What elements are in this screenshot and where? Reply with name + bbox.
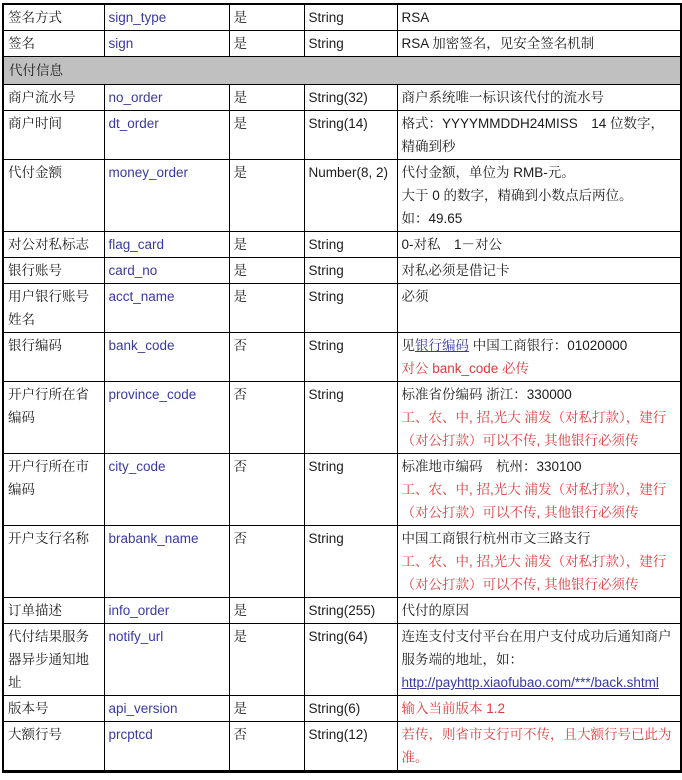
field-name-cell	[3, 598, 104, 624]
table-row	[3, 111, 681, 160]
table-row	[3, 526, 681, 598]
api-params-table	[2, 3, 682, 773]
param-cell	[104, 382, 229, 454]
type-cell	[304, 4, 397, 31]
desc-cell	[397, 232, 681, 258]
param-name: flag_card	[108, 237, 165, 252]
field-name-cell	[3, 333, 104, 382]
inline-link[interactable]: http://payhttp.xiaofubao.com/***/back.shtml	[401, 675, 659, 690]
desc-cell	[397, 85, 681, 111]
type-value: String	[308, 263, 344, 278]
field-name-label: 签名	[8, 36, 35, 51]
field-name-cell	[3, 111, 104, 160]
required-value: 是	[233, 629, 247, 644]
desc-paragraph	[402, 671, 677, 694]
param-cell	[104, 624, 229, 696]
required-value: 是	[233, 603, 247, 618]
required-cell	[229, 624, 304, 696]
desc-text: 格式：YYYYMMDDH24MISS 14 位数字，精确到秒	[401, 116, 665, 154]
field-name-cell	[3, 526, 104, 598]
desc-paragraph	[402, 285, 677, 308]
param-name: api_version	[108, 701, 178, 716]
param-name: money_order	[108, 165, 189, 180]
warning-text: 对公 bank_code 必传	[401, 361, 530, 376]
section-header	[3, 57, 681, 85]
type-value: String(12)	[308, 727, 368, 742]
required-value: 是	[233, 263, 247, 278]
field-name-label: 签名方式	[8, 10, 62, 25]
desc-text: 代付金额，单位为 RMB-元。	[401, 165, 575, 180]
required-cell	[229, 722, 304, 772]
api-params-table-body	[3, 4, 681, 772]
required-value: 是	[233, 165, 247, 180]
inline-link[interactable]: 银行编码	[415, 338, 469, 353]
type-cell	[304, 382, 397, 454]
type-cell	[304, 333, 397, 382]
table-row	[3, 160, 681, 232]
desc-text: 中国工商银行杭州市文三路支行	[401, 531, 591, 546]
field-name-cell	[3, 382, 104, 454]
type-cell	[304, 526, 397, 598]
desc-paragraph	[402, 6, 677, 29]
field-name-cell	[3, 696, 104, 722]
param-name: card_no	[108, 263, 158, 278]
table-row	[3, 4, 681, 31]
type-value: Number(8, 2)	[308, 165, 389, 180]
required-cell	[229, 284, 304, 333]
desc-text: 见	[401, 338, 415, 353]
table-row	[3, 696, 681, 722]
field-name-cell	[3, 284, 104, 333]
type-value: String(255)	[308, 603, 376, 618]
desc-text: 标准省份编码 浙江：330000	[401, 387, 572, 402]
required-cell	[229, 160, 304, 232]
param-name: sign_type	[108, 10, 167, 25]
table-row	[3, 598, 681, 624]
type-cell	[304, 31, 397, 57]
required-cell	[229, 85, 304, 111]
desc-text: 连连支付支付平台在用户支付成功后通知商户服务端的地址，如：	[401, 629, 672, 667]
type-value: String	[308, 237, 344, 252]
type-value: String(32)	[308, 90, 368, 105]
required-value: 否	[233, 338, 247, 353]
type-cell	[304, 111, 397, 160]
desc-paragraph	[402, 334, 677, 357]
param-name: province_code	[108, 387, 197, 402]
required-value: 是	[233, 90, 247, 105]
desc-cell	[397, 526, 681, 598]
param-name: dt_order	[108, 116, 159, 131]
field-name-label: 开户支行名称	[8, 531, 89, 546]
required-cell	[229, 696, 304, 722]
type-value: String(64)	[308, 629, 368, 644]
param-name: bank_code	[108, 338, 175, 353]
desc-text: 如：49.65	[401, 211, 463, 226]
field-name-label: 代付结果服务器异步通知地址	[8, 629, 89, 690]
warning-text: 输入当前版本 1.2	[401, 701, 506, 716]
warning-text: 若传，则省市支行可不传，且大额行号已此为准。	[401, 727, 672, 765]
param-name: no_order	[108, 90, 163, 105]
type-value: String	[308, 387, 344, 402]
param-cell	[104, 232, 229, 258]
type-cell	[304, 85, 397, 111]
desc-cell	[397, 624, 681, 696]
field-name-cell	[3, 624, 104, 696]
field-name-label: 大额行号	[8, 727, 62, 742]
desc-paragraph	[402, 406, 677, 452]
warning-text: 工、农、中, 招,光大 浦发（对私打款），建行（对公打款）可以不传, 其他银行必须传	[401, 482, 667, 520]
field-name-label: 银行编码	[8, 338, 62, 353]
field-name-label: 开户行所在省编码	[8, 387, 89, 425]
section-row	[3, 57, 681, 85]
param-cell	[104, 258, 229, 284]
table-row	[3, 284, 681, 333]
desc-paragraph	[402, 723, 677, 769]
desc-cell	[397, 598, 681, 624]
required-value: 是	[233, 10, 247, 25]
type-value: String	[308, 36, 344, 51]
desc-paragraph	[402, 161, 677, 184]
desc-cell	[397, 382, 681, 454]
required-cell	[229, 111, 304, 160]
desc-cell	[397, 111, 681, 160]
desc-text: 标准地市编码 杭州：330100	[401, 459, 582, 474]
param-cell	[104, 111, 229, 160]
desc-paragraph	[402, 184, 677, 207]
required-value: 是	[233, 237, 247, 252]
table-row	[3, 624, 681, 696]
desc-cell	[397, 454, 681, 526]
required-cell	[229, 526, 304, 598]
warning-text: 工、农、中, 招,光大 浦发（对私打款），建行（对公打款）可以不传, 其他银行必须传	[401, 554, 667, 592]
required-cell	[229, 333, 304, 382]
table-row	[3, 333, 681, 382]
field-name-cell	[3, 31, 104, 57]
desc-text: 商户系统唯一标识该代付的流水号	[401, 90, 604, 105]
desc-cell	[397, 31, 681, 57]
desc-cell	[397, 696, 681, 722]
param-name: city_code	[108, 459, 166, 474]
desc-paragraph	[402, 86, 677, 109]
type-cell	[304, 624, 397, 696]
field-name-label: 银行账号	[8, 263, 62, 278]
field-name-cell	[3, 160, 104, 232]
field-name-cell	[3, 722, 104, 772]
desc-cell	[397, 4, 681, 31]
document-page	[0, 3, 682, 780]
field-name-cell	[3, 85, 104, 111]
param-cell	[104, 160, 229, 232]
desc-text: 大于 0 的数字，精确到小数点后两位。	[401, 188, 633, 203]
desc-text: 代付的原因	[401, 603, 469, 618]
required-value: 是	[233, 116, 247, 131]
required-cell	[229, 258, 304, 284]
type-value: String	[308, 459, 344, 474]
type-cell	[304, 454, 397, 526]
field-name-cell	[3, 4, 104, 31]
desc-text: 中国工商银行：01020000	[469, 338, 628, 353]
required-value: 是	[233, 701, 247, 716]
top-partial-rule	[188, 3, 682, 5]
param-cell	[104, 598, 229, 624]
type-value: String	[308, 289, 344, 304]
field-name-cell	[3, 454, 104, 526]
type-cell	[304, 160, 397, 232]
desc-text: 0-对私 1－对公	[401, 237, 503, 252]
param-cell	[104, 31, 229, 57]
desc-paragraph	[402, 357, 677, 380]
warning-text: 工、农、中, 招,光大 浦发（对私打款），建行（对公打款）可以不传, 其他银行必须传	[401, 410, 667, 448]
desc-cell	[397, 258, 681, 284]
param-cell	[104, 284, 229, 333]
desc-paragraph	[402, 478, 677, 524]
field-name-label: 开户行所在市编码	[8, 459, 89, 497]
field-name-label: 代付金额	[8, 165, 62, 180]
desc-paragraph	[402, 207, 677, 230]
desc-cell	[397, 284, 681, 333]
type-value: String(14)	[308, 116, 368, 131]
desc-paragraph	[402, 259, 677, 282]
table-row	[3, 232, 681, 258]
required-cell	[229, 598, 304, 624]
param-name: prcptcd	[108, 727, 153, 742]
type-cell	[304, 284, 397, 333]
param-cell	[104, 454, 229, 526]
desc-text: 对私必须是借记卡	[401, 263, 510, 278]
table-row	[3, 85, 681, 111]
type-cell	[304, 722, 397, 772]
required-value: 是	[233, 289, 247, 304]
desc-paragraph	[402, 697, 677, 720]
type-cell	[304, 258, 397, 284]
param-name: notify_url	[108, 629, 164, 644]
required-value: 否	[233, 459, 247, 474]
desc-paragraph	[402, 455, 677, 478]
param-cell	[104, 722, 229, 772]
desc-text: RSA	[401, 10, 430, 25]
field-name-label: 商户流水号	[8, 90, 76, 105]
desc-paragraph	[402, 112, 677, 158]
field-name-label: 用户银行账号姓名	[8, 289, 89, 327]
required-cell	[229, 454, 304, 526]
desc-text: 必须	[401, 289, 429, 304]
param-name: acct_name	[108, 289, 175, 304]
param-cell	[104, 85, 229, 111]
table-row	[3, 258, 681, 284]
desc-paragraph	[402, 383, 677, 406]
field-name-label: 订单描述	[8, 603, 62, 618]
field-name-label: 商户时间	[8, 116, 62, 131]
desc-paragraph	[402, 625, 677, 671]
table-row	[3, 382, 681, 454]
desc-text: RSA 加密签名，见安全签名机制	[401, 36, 595, 51]
type-value: String(6)	[308, 701, 361, 716]
param-cell	[104, 333, 229, 382]
desc-cell	[397, 160, 681, 232]
type-cell	[304, 232, 397, 258]
param-cell	[104, 696, 229, 722]
field-name-cell	[3, 232, 104, 258]
required-cell	[229, 31, 304, 57]
desc-cell	[397, 333, 681, 382]
desc-paragraph	[402, 233, 677, 256]
table-row	[3, 31, 681, 57]
field-name-label: 对公对私标志	[8, 237, 89, 252]
desc-cell	[397, 722, 681, 772]
required-cell	[229, 4, 304, 31]
desc-paragraph	[402, 599, 677, 622]
type-cell	[304, 598, 397, 624]
param-cell	[104, 4, 229, 31]
desc-paragraph	[402, 32, 677, 55]
type-value: String	[308, 531, 344, 546]
param-name: brabank_name	[108, 531, 199, 546]
type-cell	[304, 696, 397, 722]
type-value: String	[308, 338, 344, 353]
desc-paragraph	[402, 550, 677, 596]
param-name: sign	[108, 36, 134, 51]
type-value: String	[308, 10, 344, 25]
param-cell	[104, 526, 229, 598]
param-name: info_order	[108, 603, 170, 618]
table-row	[3, 454, 681, 526]
required-cell	[229, 232, 304, 258]
required-value: 否	[233, 387, 247, 402]
required-cell	[229, 382, 304, 454]
required-value: 否	[233, 531, 247, 546]
required-value: 是	[233, 36, 247, 51]
section-header-label: 代付信息	[9, 63, 63, 78]
desc-paragraph	[402, 527, 677, 550]
required-value: 否	[233, 727, 247, 742]
field-name-label: 版本号	[8, 701, 49, 716]
field-name-cell	[3, 258, 104, 284]
table-row	[3, 722, 681, 772]
